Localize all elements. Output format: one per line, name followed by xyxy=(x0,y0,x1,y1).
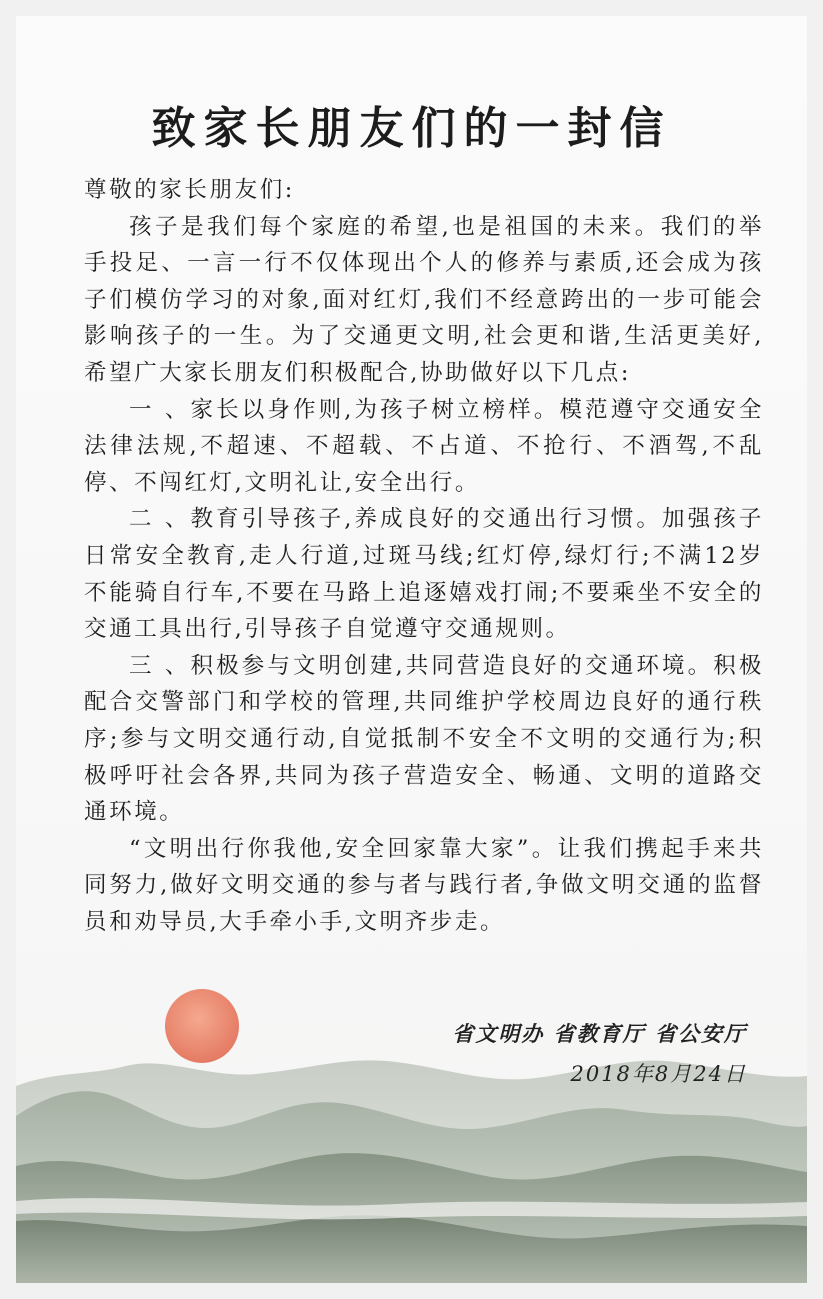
signature-date: 2018年8月24日 xyxy=(570,1062,747,1086)
paragraph-point-one: 一 、家长以身作则,为孩子树立榜样。模范遵守交通安全法律法规,不超速、不超载、不占道、不抢行、不酒驾,不乱停、不闯红灯,文明礼让,安全出行。 xyxy=(84,396,764,496)
paragraph-point-two: 二 、教育引导孩子,养成良好的交通出行习惯。加强孩子日常安全教育,走人行道,过斑马线;红灯停,绿灯行;不满12岁不能骑自行车,不要在马路上追逐嬉戏打闹;不要乘坐不安全的交通工具出行,引导孩子自觉遵守交通规则。 xyxy=(84,506,764,643)
paragraph-closing: “文明出行你我他,安全回家靠大家”。让我们携起手来共同努力,做好文明交通的参与者与践行者,争做文明交通的监督员和劝导员,大手牵小手,文明齐步走。 xyxy=(84,835,764,935)
paragraph-intro: 孩子是我们每个家庭的希望,也是祖国的未来。我们的举手投足、一言一行不仅体现出个人的修养与素质,还会成为孩子们模仿学习的对象,面对红灯,我们不经意跨出的一步可能会影响孩子的一生。为了交通更文明,社会更和谐,生活更美好,希望广大家长朋友们积极配合,协助做好以下几点: xyxy=(84,213,764,386)
salutation: 尊敬的家长朋友们: xyxy=(84,177,295,203)
paragraph-point-three: 三 、积极参与文明创建,共同营造良好的交通环境。积极配合交警部门和学校的管理,共同维护学校周边良好的通行秩序;参与文明交通行动,自觉抵制不安全不文明的交通行为;积极呼吁社会各界,共同为孩子营造安全、畅通、文明的道路交通环境。 xyxy=(84,652,764,826)
sun-icon xyxy=(165,989,239,1063)
signature-organizations: 省文明办 省教育厅 省公安厅 xyxy=(452,1021,747,1046)
letter-title: 致家长朋友们的一封信 xyxy=(151,103,672,154)
letter-paper xyxy=(16,16,807,1283)
letter-body xyxy=(84,172,764,940)
